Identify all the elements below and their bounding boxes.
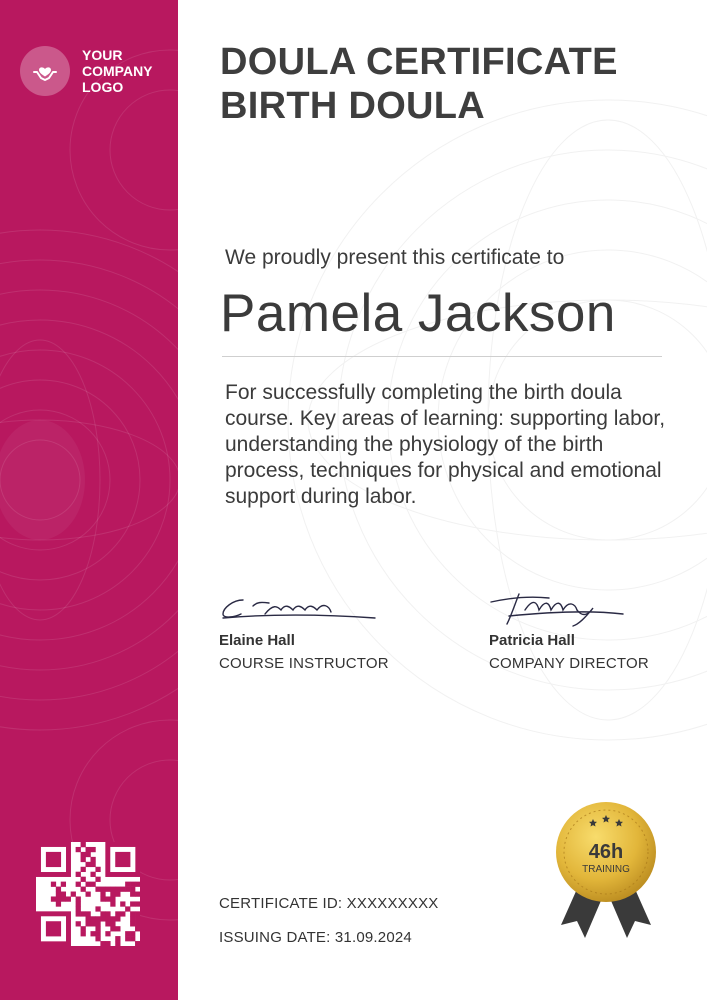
title-line-1: DOULA CERTIFICATE	[220, 41, 618, 83]
signature-name-instructor: Elaine Hall	[219, 632, 295, 649]
certificate-id: CERTIFICATE ID: XXXXXXXXX	[219, 895, 439, 912]
signature-block-director	[489, 588, 649, 672]
signature-director-icon	[489, 588, 649, 628]
signature-block-instructor	[219, 588, 389, 672]
company-logo	[20, 46, 172, 96]
course-description: For successfully completing the birth doula course. Key areas of learning: supporting labor, understanding the physiology of the birth process, techniques for physical and emotional support during labor.	[225, 381, 666, 508]
signature-role-director: COMPANY DIRECTOR	[489, 655, 649, 672]
training-seal	[551, 800, 661, 950]
name-divider	[222, 356, 662, 357]
signature-role-instructor: COURSE INSTRUCTOR	[219, 655, 389, 672]
intro-text: We proudly present this certificate to	[225, 246, 565, 269]
logo-text: YOUR COMPANY LOGO	[82, 47, 153, 95]
signature-instructor-icon	[219, 588, 379, 628]
issuing-date: ISSUING DATE: 31.09.2024	[219, 929, 412, 946]
seal-hours: 46h	[588, 841, 624, 863]
certificate-body	[178, 0, 707, 1000]
sidebar-band	[0, 0, 178, 1000]
hands-heart-icon	[20, 46, 70, 96]
recipient-name: Pamela Jackson	[220, 284, 616, 343]
title-line-2: BIRTH DOULA	[220, 85, 486, 127]
seal-label: TRAINING	[582, 864, 630, 875]
certificate-title	[220, 40, 618, 128]
qr-code-icon	[36, 842, 140, 946]
signature-name-director: Patricia Hall	[489, 632, 575, 649]
